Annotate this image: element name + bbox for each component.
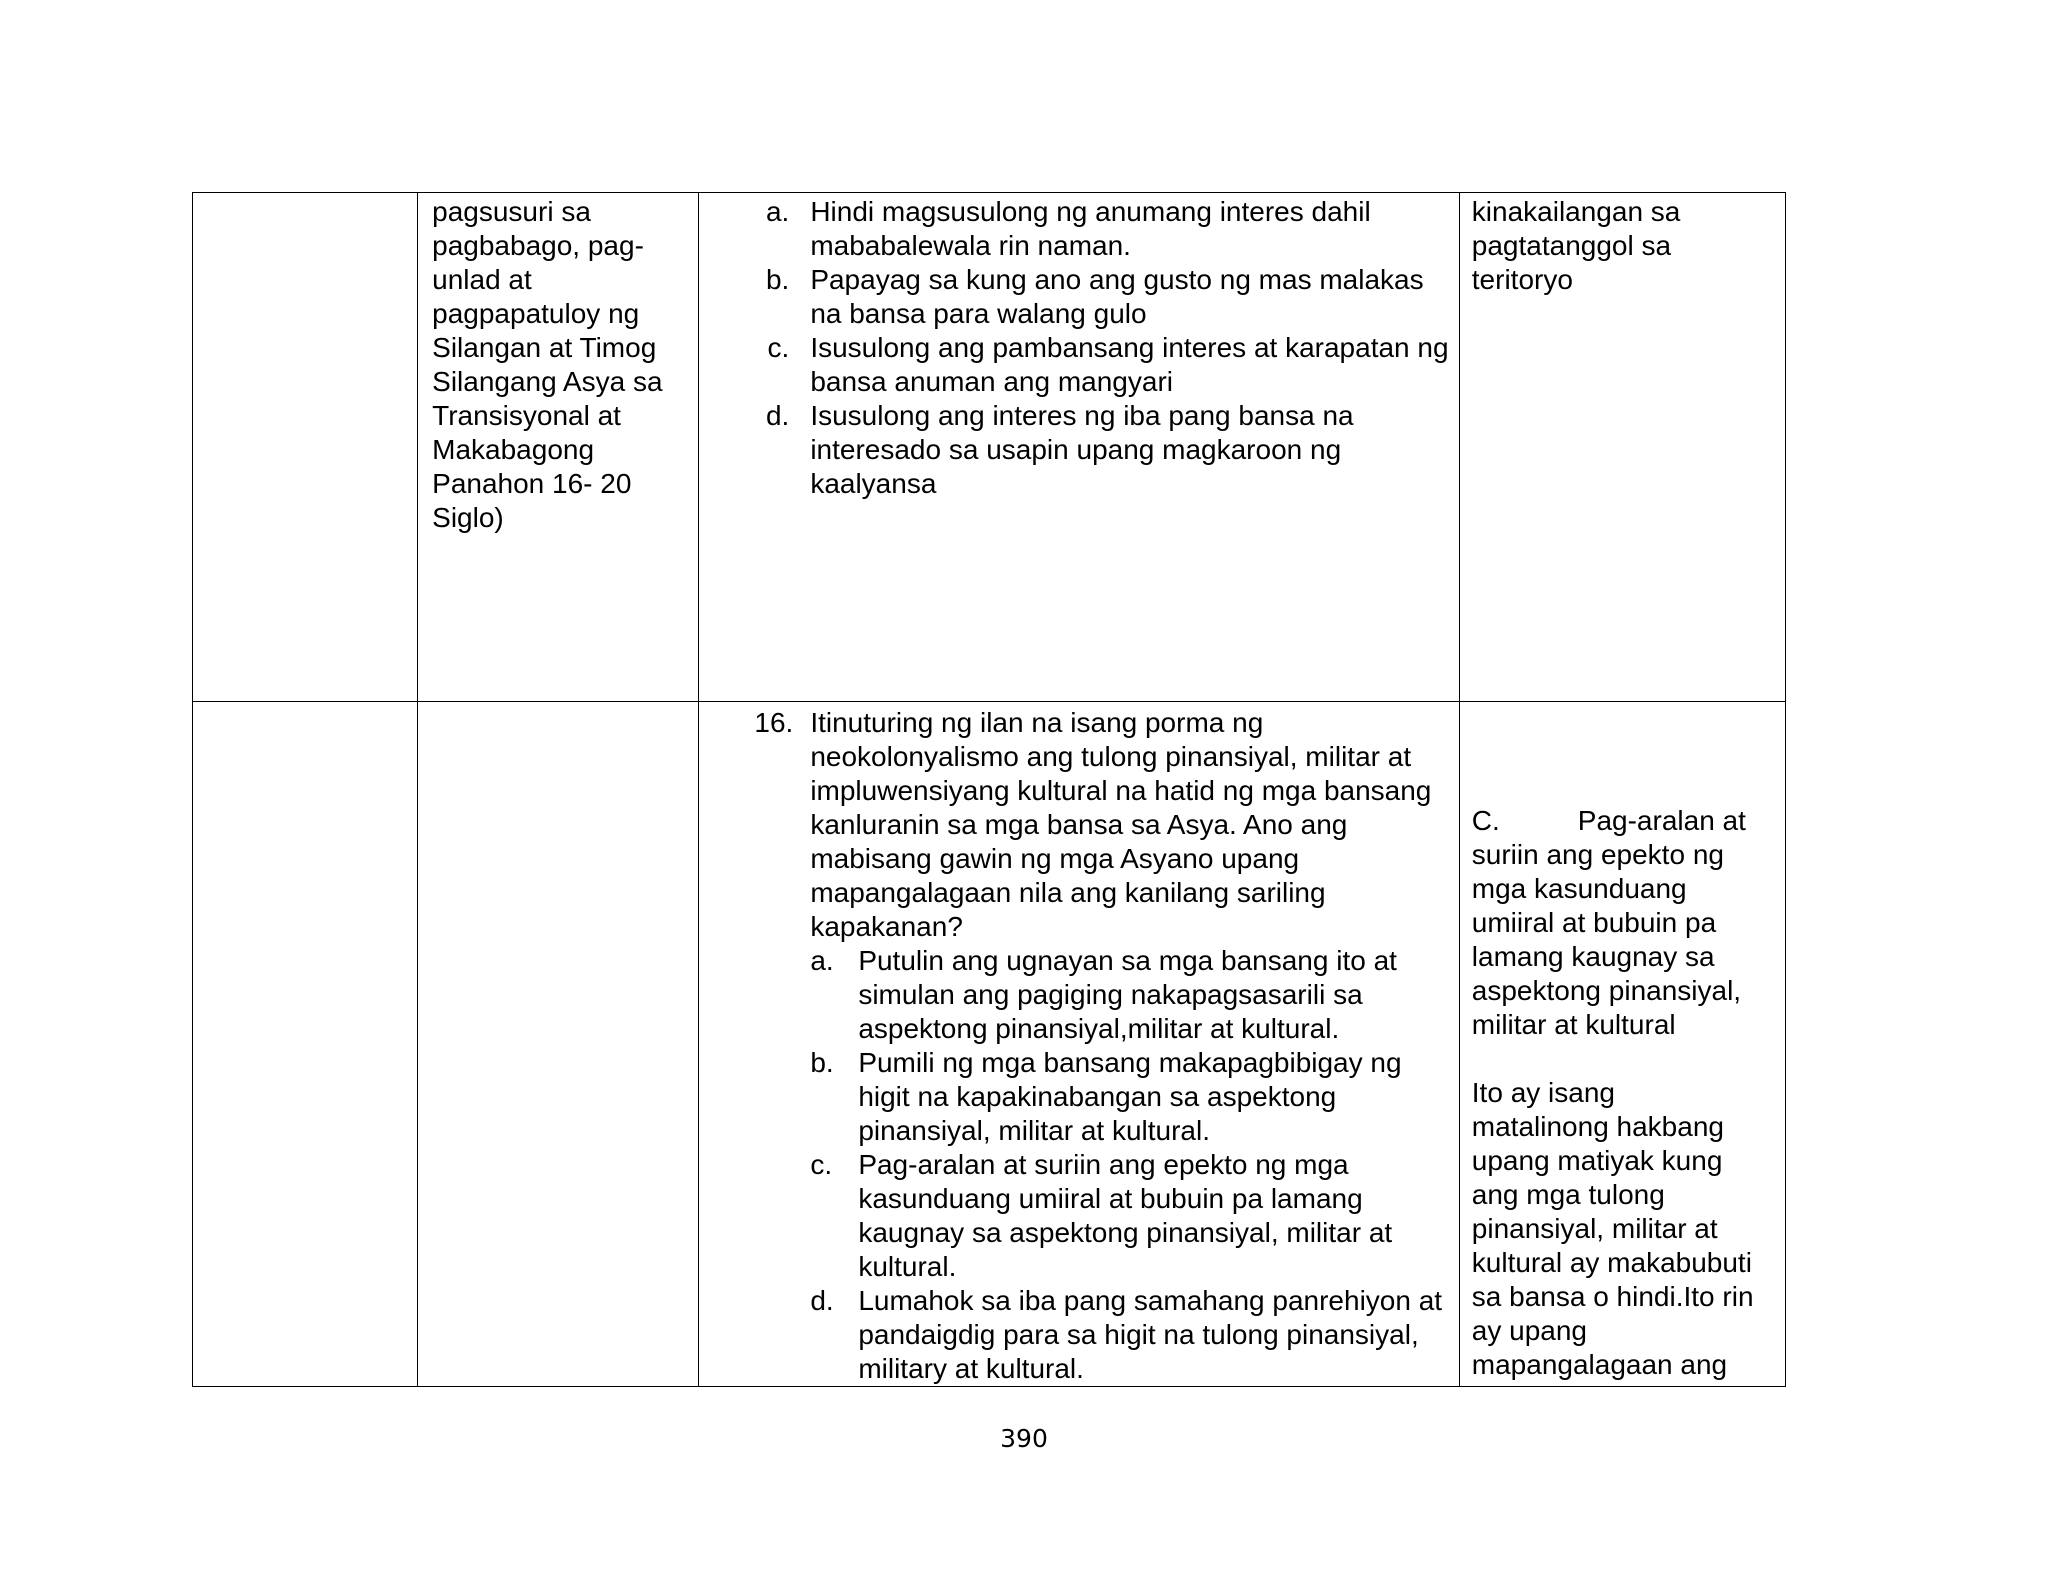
competency-line: Makabagong xyxy=(432,434,595,465)
answer-options-list xyxy=(749,195,1448,501)
explanation-line: mapangalagaan ang xyxy=(1471,1349,1728,1380)
competency-line: Silangang Asya sa xyxy=(432,366,663,397)
explanation-line: pinansiyal, militar at xyxy=(1471,1213,1718,1244)
answer-line: umiiral at bubuin pa xyxy=(1471,907,1717,938)
options-cell xyxy=(699,193,1459,702)
question-number: 16. xyxy=(754,707,794,738)
answer-option xyxy=(749,331,1448,399)
option-text: Lumahok sa iba pang samahang panrehiyon at pandaigdig para sa higit na tulong pinansiyal, military at kultural. xyxy=(858,1285,1443,1384)
explanation-line: pagtatanggol sa xyxy=(1471,230,1672,261)
answer-first-text: Pag-aralan at xyxy=(1577,805,1746,836)
option-text: Putulin ang ugnayan sa mga bansang ito at simulan ang pagiging nakapagsasarili sa aspektong pinansiyal,militar at kultural. xyxy=(858,945,1397,1044)
answer-option xyxy=(810,1046,1450,1148)
explanation-line: kultural ay makabubuti xyxy=(1471,1247,1752,1278)
explanation-line: teritoryo xyxy=(1471,264,1573,295)
explanation-line: upang matiyak kung xyxy=(1471,1145,1723,1176)
option-text: Isusulong ang interes ng iba pang bansa na interesado sa usapin upang magkaroon ng kaalyansa xyxy=(810,400,1354,499)
question-cell xyxy=(699,702,1459,1387)
answer-option xyxy=(749,195,1448,263)
answer-line: suriin ang epekto ng xyxy=(1471,839,1724,870)
explanation-line: ang mga tulong xyxy=(1471,1179,1665,1210)
question-text: Itinuturing ng ilan na isang porma ng neokolonyalismo ang tulong pinansiyal, militar at impluwensiyang kultural na hatid ng mga bansang kanluranin sa mga bansa sa Asya. Ano ang mabisang gawin ng mga Asyano upang mapangalagaan nila ang kanilang sariling kapakanan? xyxy=(810,707,1432,942)
explanation-line: sa bansa o hindi.Ito rin xyxy=(1471,1281,1754,1312)
option-text: Pag-aralan at suriin ang epekto ng mga kasunduang umiiral at bubuin pa lamang kaugnay sa aspektong pinansiyal, militar at kultural. xyxy=(858,1149,1393,1282)
option-text: Hindi magsusulong ng anumang interes dahil mababalewala rin naman. xyxy=(810,196,1371,261)
empty-cell xyxy=(193,702,418,1387)
explanation-cell xyxy=(1459,193,1785,702)
answer-line: aspektong pinansiyal, xyxy=(1471,975,1742,1006)
option-marker: d. xyxy=(810,1285,834,1316)
explanation-line: ay upang xyxy=(1471,1315,1587,1346)
page-number: 390 xyxy=(1000,1424,1048,1453)
option-marker: b. xyxy=(810,1047,834,1078)
option-marker: a. xyxy=(810,945,834,976)
answer-letter: C. xyxy=(1471,805,1500,836)
explanation-line: kinakailangan sa xyxy=(1471,196,1681,227)
competency-line: Panahon 16- 20 xyxy=(432,468,632,499)
option-text: Isusulong ang pambansang interes at karapatan ng bansa anuman ang mangyari xyxy=(810,332,1449,397)
competency-line: unlad at xyxy=(432,264,532,295)
option-marker: b. xyxy=(765,264,790,295)
competency-line: pagpapatuloy ng xyxy=(432,298,640,329)
table-row xyxy=(193,193,1786,702)
explanation-line: Ito ay isang xyxy=(1471,1077,1615,1108)
answer-line: militar at kultural xyxy=(1471,1009,1676,1040)
table-row xyxy=(193,702,1786,1387)
competency-line: Siglo) xyxy=(432,502,504,533)
empty-cell xyxy=(193,193,418,702)
competency-line: Transisyonal at xyxy=(432,400,621,431)
option-marker: c. xyxy=(810,1149,833,1180)
option-marker: d. xyxy=(765,400,790,431)
answer-option xyxy=(749,399,1448,501)
option-marker: c. xyxy=(767,332,790,363)
answer-options-list xyxy=(810,944,1450,1386)
empty-cell xyxy=(418,702,699,1387)
answer-option xyxy=(810,1148,1450,1284)
competency-line: pagbabago, pag- xyxy=(432,230,644,261)
answer-first-line xyxy=(1472,804,1775,838)
option-text: Papayag sa kung ano ang gusto ng mas malakas na bansa para walang gulo xyxy=(810,264,1424,329)
answer-cell xyxy=(1459,702,1785,1387)
answer-option xyxy=(810,1284,1450,1386)
question-16 xyxy=(749,706,1450,1386)
answer-line: lamang kaugnay sa xyxy=(1471,941,1715,972)
answer-key-table xyxy=(192,192,1786,1387)
explanation-line: matalinong hakbang xyxy=(1471,1111,1724,1142)
answer-option xyxy=(749,263,1448,331)
answer-line: mga kasunduang xyxy=(1471,873,1687,904)
option-marker: a. xyxy=(765,196,790,227)
competency-line: Silangan at Timog xyxy=(432,332,657,363)
answer-option xyxy=(810,944,1450,1046)
competency-cell xyxy=(418,193,699,702)
competency-line: pagsusuri sa xyxy=(432,196,591,227)
option-text: Pumili ng mga bansang makapagbibigay ng higit na kapakinabangan sa aspektong pinansiyal, militar at kultural. xyxy=(858,1047,1402,1146)
